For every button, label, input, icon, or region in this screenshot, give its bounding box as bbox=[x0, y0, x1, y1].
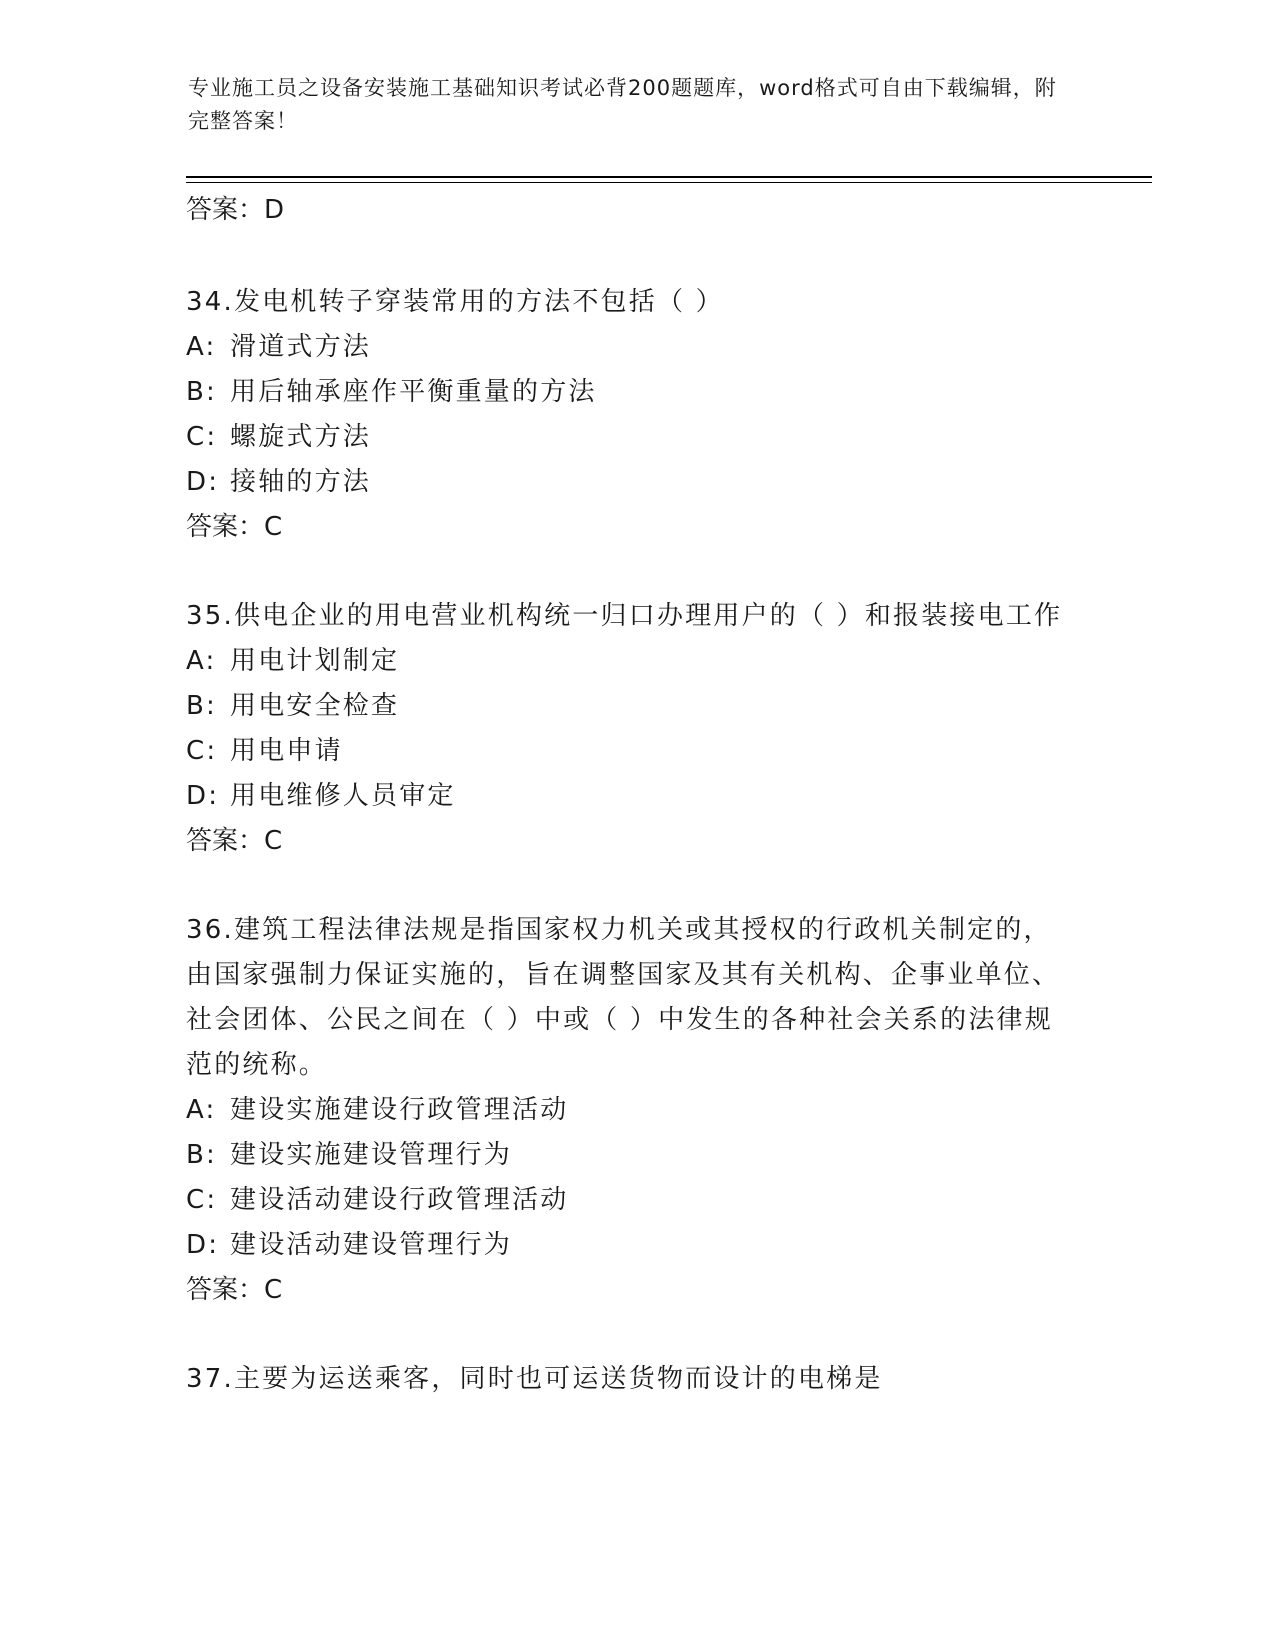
question-34 bbox=[186, 280, 1066, 550]
question-stem: 34.发电机转子穿装常用的方法不包括（ ） bbox=[186, 287, 724, 317]
option-letter: A: bbox=[186, 332, 217, 362]
option-letter: B: bbox=[186, 1140, 217, 1170]
option-text: 建设实施建设管理行为 bbox=[230, 1140, 513, 1170]
option-text: 用电安全检查 bbox=[230, 691, 400, 721]
option-c bbox=[186, 415, 1066, 460]
option-letter: A: bbox=[186, 646, 217, 676]
question-36 bbox=[186, 908, 1066, 1313]
option-d bbox=[186, 774, 1066, 819]
answer-label: 答案：D bbox=[186, 195, 285, 225]
header-divider-thin bbox=[186, 182, 1152, 183]
option-b bbox=[186, 684, 1066, 729]
option-text: 建设活动建设管理行为 bbox=[230, 1230, 513, 1260]
option-letter: D: bbox=[186, 1230, 220, 1260]
question-37 bbox=[186, 1357, 1066, 1402]
question-list bbox=[186, 280, 1066, 1446]
question-stem: 35.供电企业的用电营业机构统一归口办理用户的（ ）和报装接电工作 bbox=[186, 601, 1063, 631]
option-text: 建设实施建设行政管理活动 bbox=[230, 1095, 569, 1125]
option-b bbox=[186, 1133, 1066, 1178]
answer-label: 答案：C bbox=[186, 826, 283, 856]
option-text: 螺旋式方法 bbox=[230, 422, 372, 452]
option-a bbox=[186, 1088, 1066, 1133]
question-stem: 37.主要为运送乘客，同时也可运送货物而设计的电梯是 bbox=[186, 1364, 883, 1394]
document-header: 专业施工员之设备安装施工基础知识考试必背200题题库，word格式可自由下载编辑，附完整答案！ bbox=[188, 76, 1057, 133]
option-a bbox=[186, 639, 1066, 684]
option-a bbox=[186, 325, 1066, 370]
option-text: 接轴的方法 bbox=[230, 467, 372, 497]
option-letter: A: bbox=[186, 1095, 217, 1125]
option-text: 用后轴承座作平衡重量的方法 bbox=[230, 377, 597, 407]
option-c bbox=[186, 729, 1066, 774]
option-text: 用电维修人员审定 bbox=[230, 781, 456, 811]
option-letter: C: bbox=[186, 1185, 218, 1215]
header-divider-thick bbox=[186, 176, 1152, 178]
option-text: 滑道式方法 bbox=[230, 332, 372, 362]
option-letter: D: bbox=[186, 467, 220, 497]
answer-label: 答案：C bbox=[186, 1275, 283, 1305]
question-stem: 36.建筑工程法律法规是指国家权力机关或其授权的行政机关制定的，由国家强制力保证实施的，旨在调整国家及其有关机构、企事业单位、社会团体、公民之间在（ ）中或（ ）中发生的各种社会关系的法律规范的统称。 bbox=[186, 915, 1061, 1080]
option-text: 用电申请 bbox=[230, 736, 343, 766]
option-b bbox=[186, 370, 1066, 415]
option-letter: B: bbox=[186, 691, 217, 721]
option-c bbox=[186, 1178, 1066, 1223]
question-35 bbox=[186, 594, 1066, 864]
option-d bbox=[186, 460, 1066, 505]
option-letter: C: bbox=[186, 422, 218, 452]
option-text: 用电计划制定 bbox=[230, 646, 400, 676]
option-text: 建设活动建设行政管理活动 bbox=[230, 1185, 569, 1215]
option-letter: B: bbox=[186, 377, 217, 407]
option-letter: C: bbox=[186, 736, 218, 766]
option-d bbox=[186, 1223, 1066, 1268]
answer-label: 答案：C bbox=[186, 512, 283, 542]
option-letter: D: bbox=[186, 781, 220, 811]
